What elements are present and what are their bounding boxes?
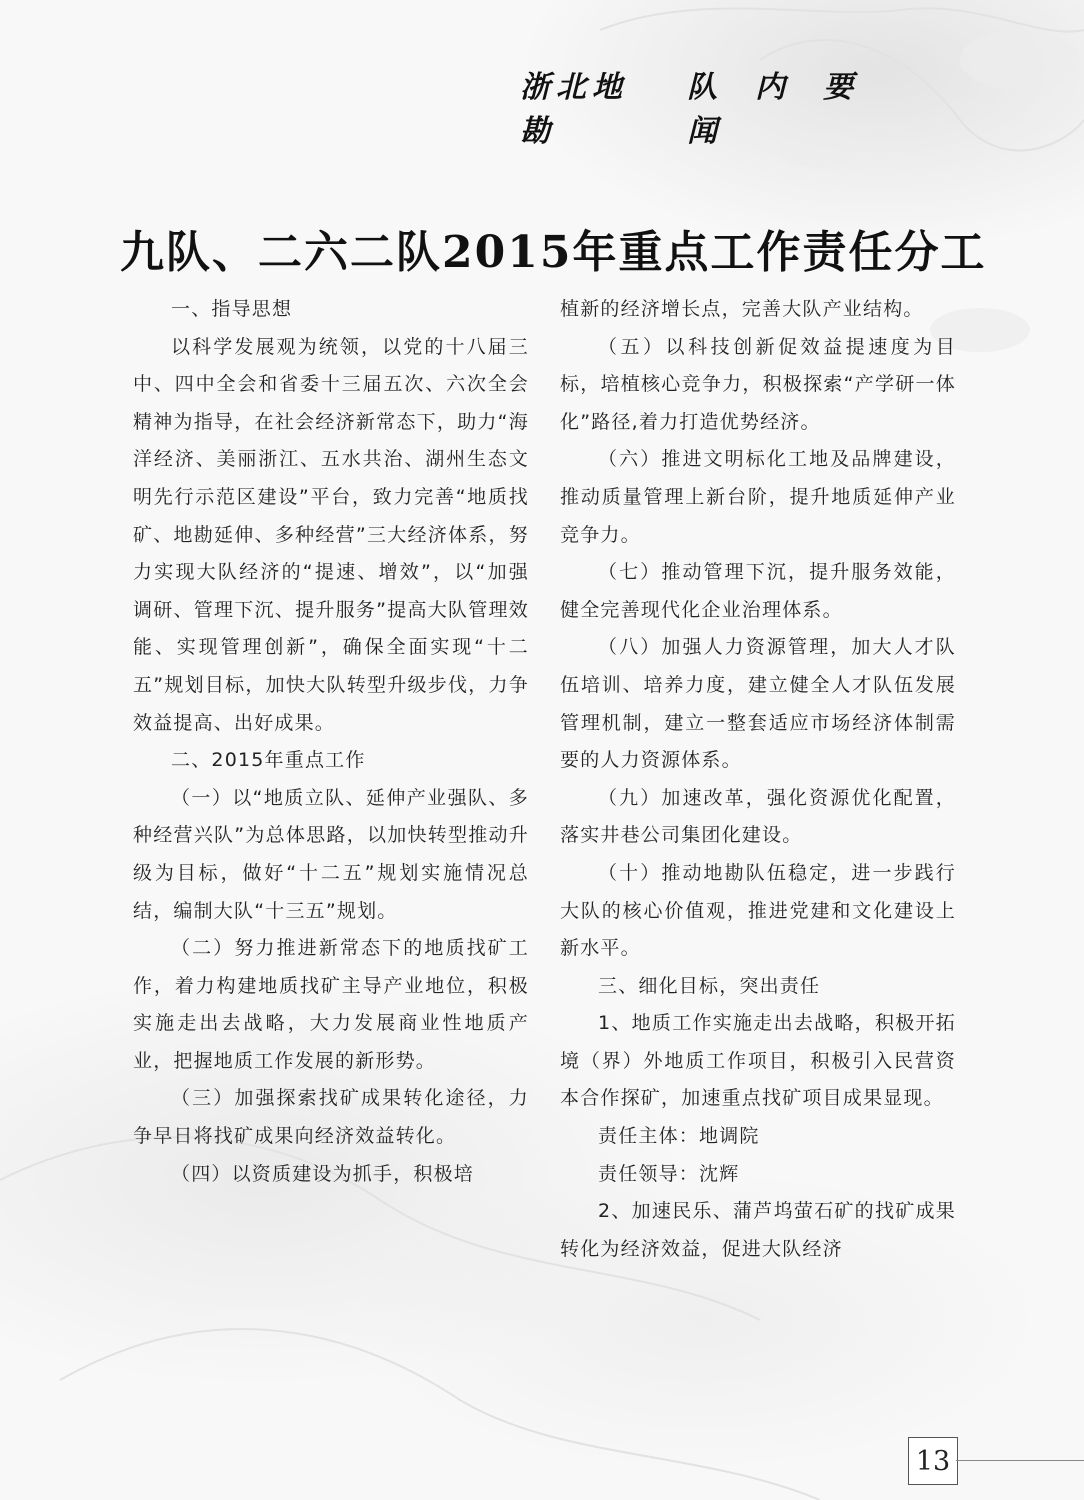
paragraph: （十）推动地勘队伍稳定，进一步践行大队的核心价值观，推进党建和文化建设上新水平。	[560, 861, 956, 960]
heading-key-work: 二、2015年重点工作	[171, 749, 366, 772]
responsible-unit: 责任主体：地调院	[598, 1125, 760, 1148]
paragraph: 以科学发展观为统领，以党的十八届三中、四中全会和省委十三届五次、六次全会精神为指导，在社会经济新常态下，助力“海洋经济、美丽浙江、五水共治、湖州生态文明先行示范区建设”平台，致力完善“地质找矿、地勘延伸、多种经营”三大经济体系，努力实现大队经济的“提速、增效”，以“加强调研、管理下沉、提升服务”提高大队管理效能、实现管理创新”，确保全面实现“十二五”规划目标，加快大队转型升级步伐，力争效益提高、出好成果。	[133, 335, 529, 734]
publication-name: 浙北地勘	[520, 70, 628, 149]
paragraph: （九）加速改革，强化资源优化配置，落实井巷公司集团化建设。	[560, 786, 956, 847]
heading-responsibility: 三、细化目标，突出责任	[598, 974, 821, 997]
paragraph-continued: 植新的经济增长点，完善大队产业结构。	[560, 298, 924, 320]
paragraph: 2、加速民乐、蒲芦坞萤石矿的找矿成果转化为经济效益，促进大队经济	[560, 1200, 956, 1260]
responsible-leader: 责任领导：沈辉	[598, 1162, 740, 1185]
footer-divider	[956, 1460, 1084, 1461]
section-name: 队内要闻	[687, 70, 892, 149]
paragraph: （三）加强探索找矿成果转化途径，力争早日将找矿成果向经济效益转化。	[133, 1087, 529, 1148]
paragraph: （二）努力推进新常态下的地质找矿工作，着力构建地质找矿主导产业地位，积极实施走出去战略，大力发展商业性地质产业，把握地质工作发展的新形势。	[133, 937, 529, 1072]
page-number: 13	[908, 1437, 958, 1485]
paragraph: （六）推进文明标化工地及品牌建设，推动质量管理上新台阶，提升地质延伸产业竞争力。	[560, 448, 956, 546]
article-title: 九队、二六二队2015年重点工作责任分工	[120, 227, 987, 278]
section-header	[520, 70, 950, 149]
paragraph: 1、地质工作实施走出去战略，积极开拓境（界）外地质工作项目，积极引入民营资本合作探矿，加速重点找矿项目成果显现。	[560, 1012, 956, 1110]
paragraph: （一）以“地质立队、延伸产业强队、多种经营兴队”为总体思路，以加快转型推动升级为目标，做好“十二五”规划实施情况总结，编制大队“十三五”规划。	[133, 786, 529, 922]
paragraph: （五）以科技创新促效益提速度为目标，培植核心竞争力，积极探索“产学研一体化”路径,着力打造优势经济。	[560, 335, 956, 433]
left-column	[133, 291, 529, 1193]
paragraph: （七）推动管理下沉，提升服务效能，健全完善现代化企业治理体系。	[560, 561, 956, 621]
right-column	[560, 291, 956, 1268]
paragraph: （四）以资质建设为抓手，积极培	[171, 1162, 475, 1185]
paragraph: （八）加强人力资源管理，加大人才队伍培训、培养力度，建立健全人才队伍发展管理机制，建立一整套适应市场经济体制需要的人力资源体系。	[560, 636, 956, 772]
heading-guiding-thought: 一、指导思想	[171, 298, 293, 320]
